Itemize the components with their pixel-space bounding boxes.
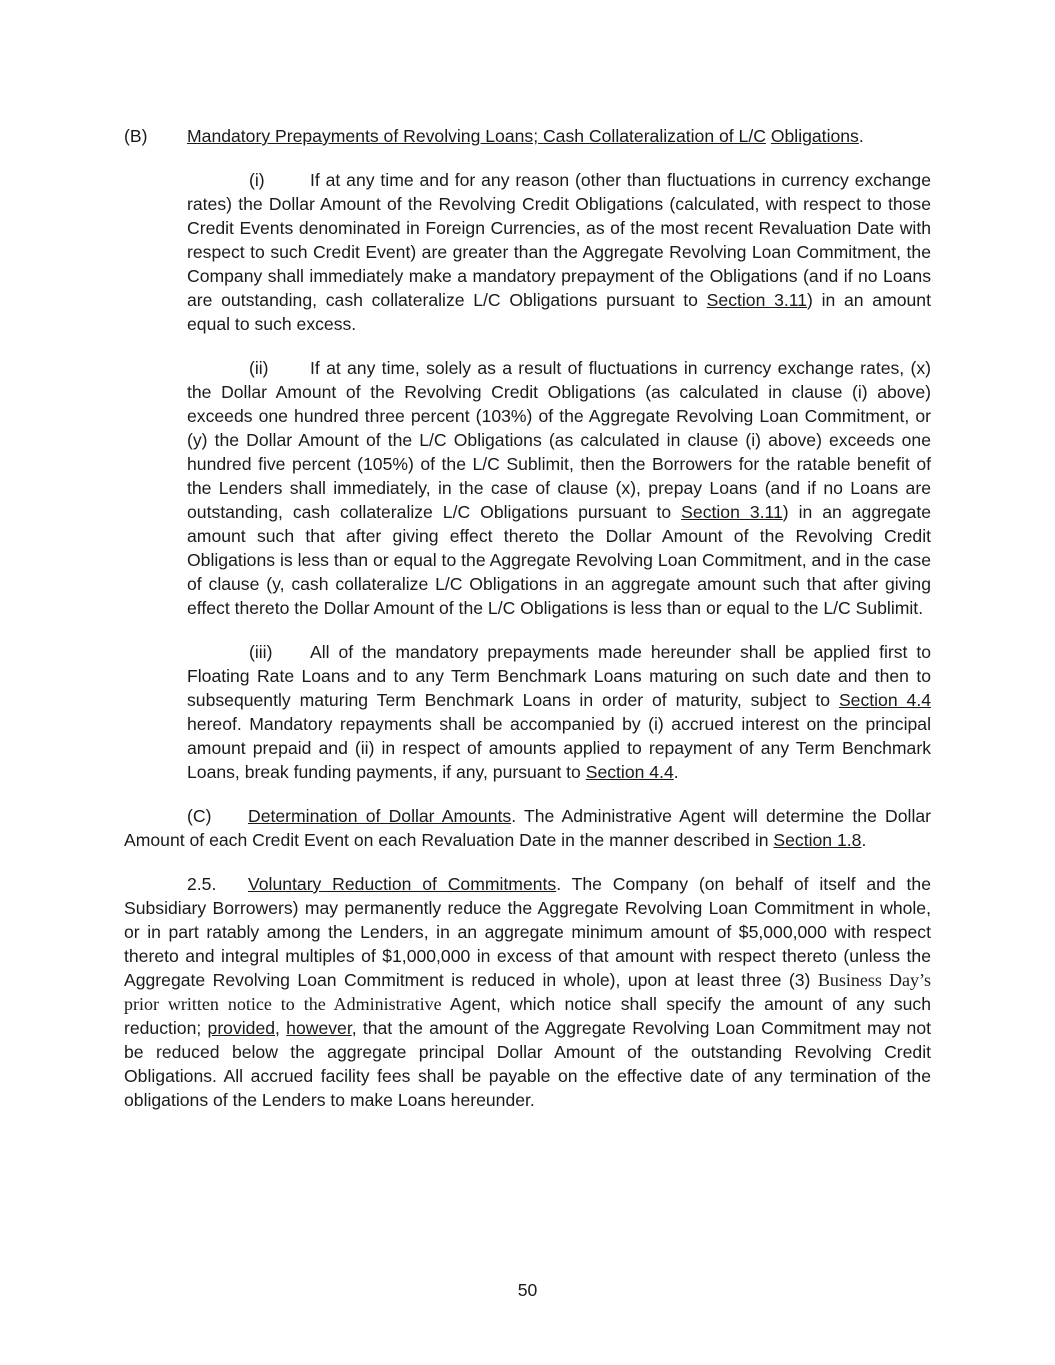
section-b-title-cont: Obligations (770, 126, 859, 146)
section-c-paragraph: (C) Determination of Dollar Amounts. The Administrative Agent will determine the Dollar Amount of each Credit Event on each Revaluation Date in the manner described in Section 1.8. (124, 806, 931, 850)
section-2-5-label: 2.5. (187, 874, 217, 894)
section-b-label: (B) (124, 126, 148, 146)
page-number: 50 (517, 1280, 538, 1300)
clause-iii-paragraph: (iii) All of the mandatory prepayments made hereunder shall be applied first to Floating Rate Loans and to any Term Benchmark Loans maturing on such date and then to subsequently maturing Term Benchmark Loans in order of maturity, subject to Section 4.4 hereof. Mandatory repayments shall be accompanied by (i) accrued interest on the principal amount prepaid and (ii) in respect of amounts applied to repayment of any Term Benchmark Loans, break funding payments, if any, pursuant to Section 4.4. (187, 642, 931, 782)
section-4-4-link[interactable]: Section 4.4 (585, 762, 674, 782)
document-page (124, 124, 931, 1112)
section-c-title: Determination of Dollar Amounts (248, 806, 512, 826)
clause-ii-paragraph: (ii) If at any time, solely as a result of fluctuations in currency exchange rates, (x) the Dollar Amount of the Revolving Credit Obligations (as calculated in clause (i) above) exceeds one hundred three percent (103%) of the Aggregate Revolving Loan Commitment, or (y) the Dollar Amount of the L/C Obligations (as calculated in clause (i) above) exceeds one hundred five percent (105%) of the L/C Sublimit, then the Borrowers for the ratable benefit of the Lenders shall immediately, in the case of clause (x), prepay Loans (and if no Loans are outstanding, cash collateralize L/C Obligations pursuant to Section 3.11) in an aggregate amount such that after giving effect thereto the Dollar Amount of the Revolving Credit Obligations is less than or equal to the Aggregate Revolving Loan Commitment, and in the case of clause (y, cash collateralize L/C Obligations in an aggregate amount such that after giving effect thereto the Dollar Amount of the L/C Obligations is less than or equal to the L/C Sublimit. (187, 358, 931, 618)
section-2-5-title: Voluntary Reduction of Commitments (248, 874, 557, 894)
section-2-5-paragraph: 2.5. Voluntary Reduction of Commitments. The Company (on behalf of itself and the Subsidiary Borrowers) may permanently reduce the Aggregate Revolving Loan Commitment in whole, or in part ratably among the Lenders, in an aggregate minimum amount of $5,000,000 with respect thereto and integral multiples of $1,000,000 in excess of that amount with respect thereto (unless the Aggregate Revolving Loan Commitment is reduced in whole), upon at least three (3) Business Day’s prior written notice to the Administrative Agent, which notice shall specify the amount of any such reduction; provided, however, that the amount of the Aggregate Revolving Loan Commitment may not be reduced below the aggregate principal Dollar Amount of the outstanding Revolving Credit Obligations. All accrued facility fees shall be payable on the effective date of any termination of the obligations of the Lenders to make Loans hereunder. (124, 874, 932, 1110)
section-3-11-link[interactable]: Section 3.11 (681, 502, 783, 522)
section-b-heading: (B) Mandatory Prepayments of Revolving Loans; Cash Collateralization of L/C Obligations. (124, 126, 864, 146)
clause-ii-label: (ii) (249, 358, 269, 378)
section-4-4-link[interactable]: Section 4.4 (838, 690, 931, 710)
however-term: however (286, 1018, 352, 1038)
clause-i-label: (i) (249, 170, 265, 190)
section-3-11-link[interactable]: Section 3.11 (706, 290, 808, 310)
clause-iii-label: (iii) (249, 642, 273, 662)
clause-i-paragraph: (i) If at any time and for any reason (other than fluctuations in currency exchange rates) the Dollar Amount of the Revolving Credit Obligations (calculated, with respect to those Credit Events denominated in Foreign Currencies, as of the most recent Revaluation Date with respect to such Credit Event) are greater than the Aggregate Revolving Loan Commitment, the Company shall immediately make a mandatory prepayment of the Obligations (and if no Loans are outstanding, cash collateralize L/C Obligations pursuant to Section 3.11) in an amount equal to such excess. (187, 170, 931, 334)
section-b-title: Mandatory Prepayments of Revolving Loans; Cash Collateralization of L/C (187, 126, 766, 146)
section-1-8-link[interactable]: Section 1.8 (773, 830, 862, 850)
provided-term: provided (207, 1018, 276, 1038)
section-c-label: (C) (187, 806, 212, 826)
